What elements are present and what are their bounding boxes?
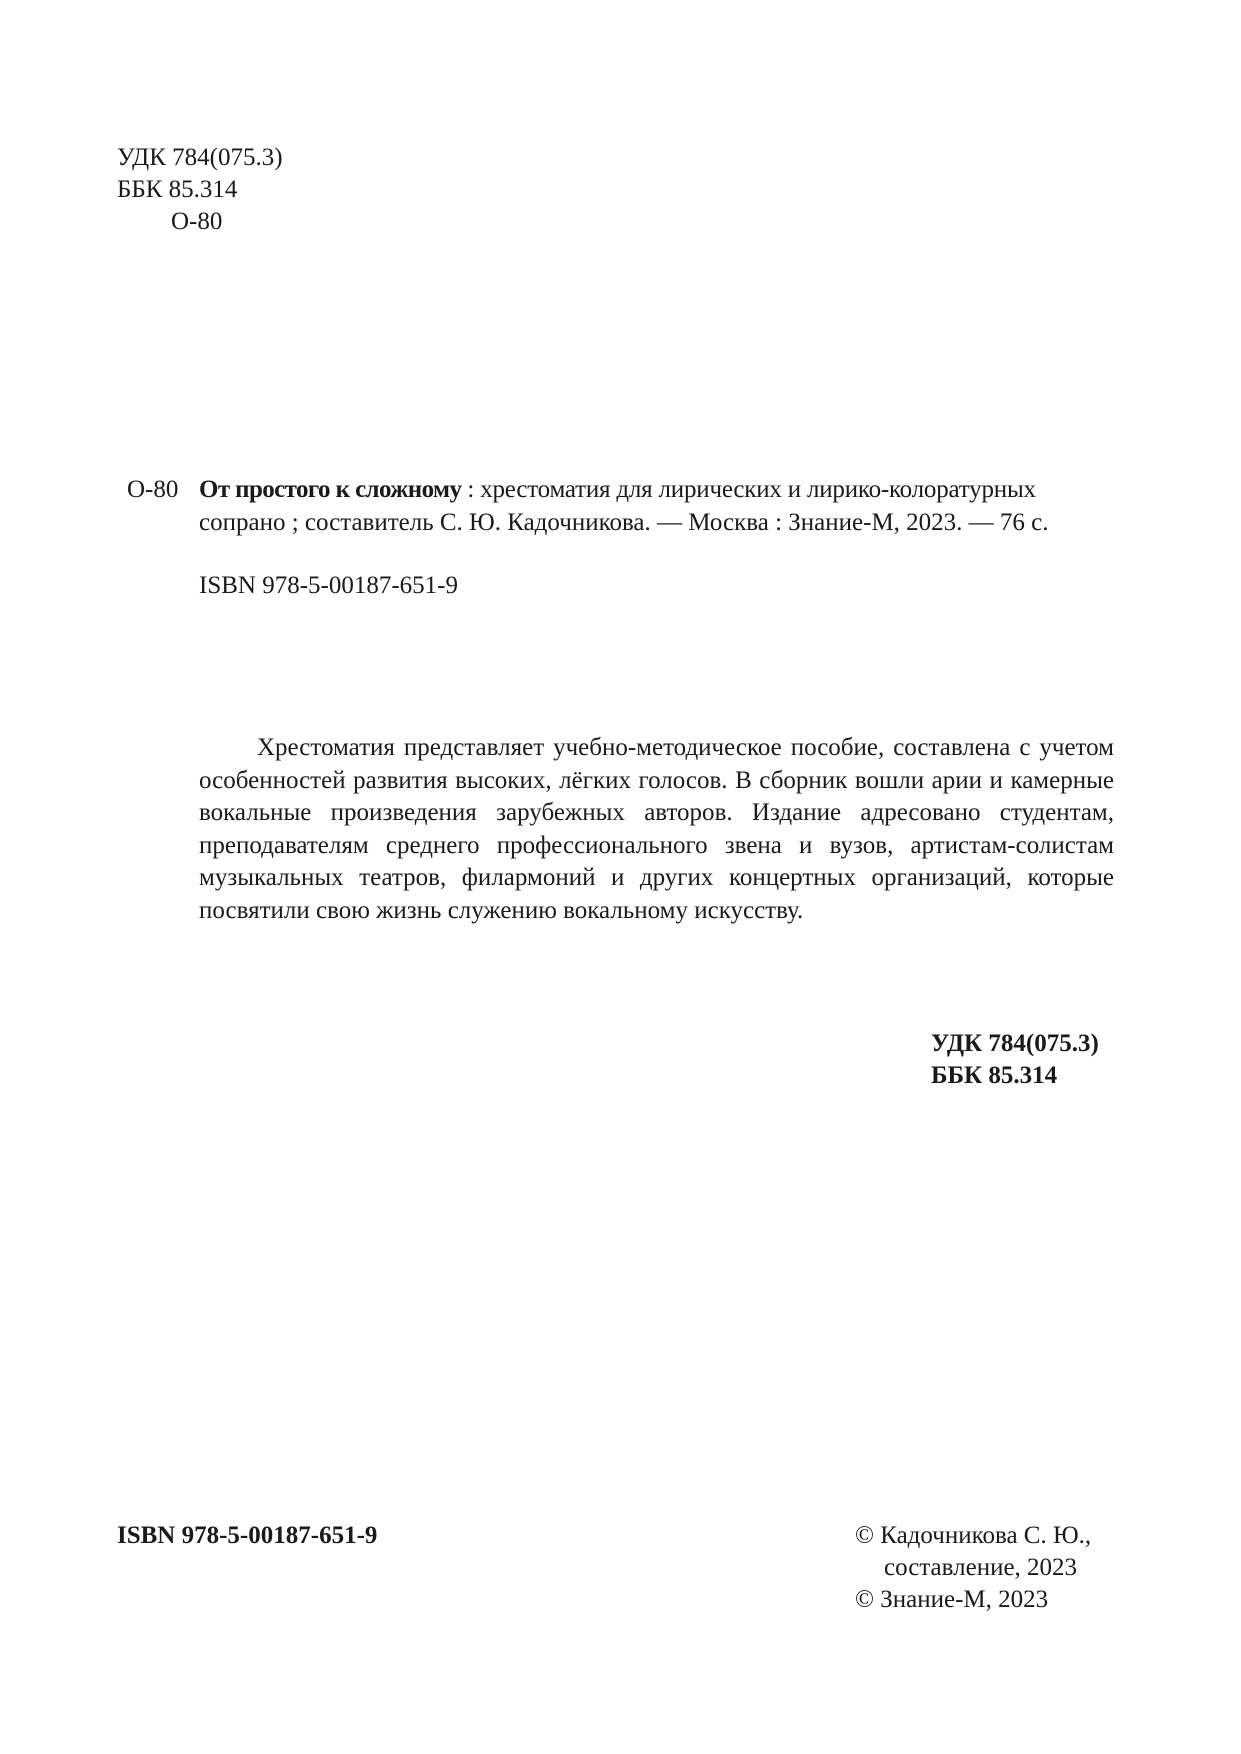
bbk-code-top: ББК 85.314 — [117, 176, 238, 203]
copyright-compilation-year: составление, 2023 — [884, 1554, 1078, 1581]
record-subtitle: : хрестоматия для лирических и лирико-колоратурных — [461, 476, 1036, 503]
author-sign-top: О-80 — [171, 208, 223, 235]
record-isbn: ISBN 978-5-00187-651-9 — [199, 572, 459, 599]
udk-code-top: УДК 784(075.3) — [117, 144, 283, 171]
udk-code-right: УДК 784(075.3) — [931, 1030, 1099, 1057]
copyright-publisher: © Знание-М, 2023 — [855, 1586, 1049, 1613]
record-imprint-line: сопрано ; составитель С. Ю. Кадочникова. — Москва : Знание-М, 2023. — 76 с. — [199, 509, 1049, 536]
record-title-line — [199, 474, 1099, 506]
record-title: От простого к сложному — [199, 476, 462, 503]
abstract-paragraph: Хрестоматия представляет учебно-методическое пособие, составлена с учетом особенностей развития высоких, лёгких голосов. В сборник вошли арии и камерные вокальные произведения зарубежных авторов. Издание адресовано студентам, преподавателям среднего профессионального звена и вузов, артистам-солистам музыкальных театров, филармоний и других концертных организаций, которые посвятили свою жизнь служению вокальному искусству. — [199, 734, 1114, 924]
isbn-bottom: ISBN 978-5-00187-651-9 — [117, 1522, 378, 1549]
record-author-sign: О-80 — [127, 476, 179, 503]
bbk-code-right: ББК 85.314 — [931, 1062, 1058, 1089]
copyright-compiler: © Кадочникова С. Ю., — [855, 1522, 1092, 1549]
